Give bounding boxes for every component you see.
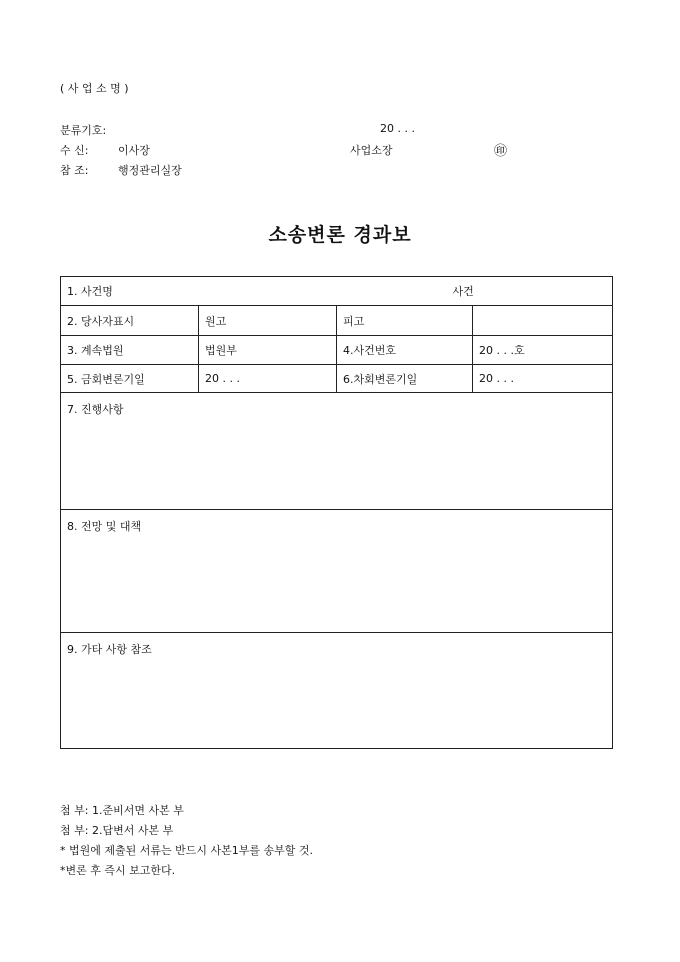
plaintiff-field[interactable]: 원고 (199, 306, 337, 336)
reference-label: 참 조: (60, 164, 89, 177)
footer-note-2: *변론 후 즉시 보고한다. (60, 864, 176, 877)
document-title: 소송변론 경과보 (268, 224, 412, 246)
progress-row (61, 393, 613, 510)
case-suffix: 사건 (452, 285, 474, 298)
next-hearing-date[interactable]: 20 . . . (473, 365, 613, 393)
sender-label: 사업소장 (350, 144, 393, 157)
case-number-field[interactable]: 20 . . .호 (473, 336, 613, 365)
outlook-label: 8. 전망 및 대책 (67, 520, 142, 533)
department-name: ( 사 업 소 명 ) (60, 82, 129, 95)
hearing-dates-row (61, 365, 613, 393)
other-notes-section[interactable] (61, 633, 613, 749)
next-hearing-label: 6.차회변론기일 (337, 365, 473, 393)
footer-note-1: * 법원에 제출된 서류는 반드시 사본1부를 송부할 것. (60, 844, 313, 857)
attachment-line-1: 첨 부: 1.준비서면 사본 부 (60, 804, 184, 817)
classification-label: 분류기호: (60, 124, 107, 137)
current-hearing-date[interactable]: 20 . . . (199, 365, 337, 393)
attachment-line-2: 첨 부: 2.답변서 사본 부 (60, 824, 174, 837)
case-number-label: 4.사건번호 (337, 336, 473, 365)
other-notes-row (61, 633, 613, 749)
recipient-value: 이사장 (118, 144, 150, 157)
document-date: 20 . . . (380, 122, 415, 135)
seal-mark: ㊞ (494, 144, 508, 159)
report-table (60, 276, 613, 749)
reference-value: 행정관리실장 (118, 164, 182, 177)
progress-section[interactable] (61, 393, 613, 510)
case-name-row (61, 277, 613, 306)
parties-row (61, 306, 613, 336)
case-name-label: 1. 사건명 (67, 285, 113, 298)
current-hearing-label: 5. 금회변론기일 (61, 365, 199, 393)
recipient-label: 수 신: (60, 144, 89, 157)
outlook-section[interactable] (61, 510, 613, 633)
outlook-row (61, 510, 613, 633)
other-notes-label: 9. 가타 사항 참조 (67, 643, 152, 656)
court-field[interactable]: 법원부 (199, 336, 337, 365)
parties-extra-field[interactable] (473, 306, 613, 336)
court-label: 3. 계속법원 (61, 336, 199, 365)
court-row (61, 336, 613, 365)
defendant-field[interactable]: 피고 (337, 306, 473, 336)
parties-label: 2. 당사자표시 (61, 306, 199, 336)
progress-label: 7. 진행사항 (67, 403, 124, 416)
